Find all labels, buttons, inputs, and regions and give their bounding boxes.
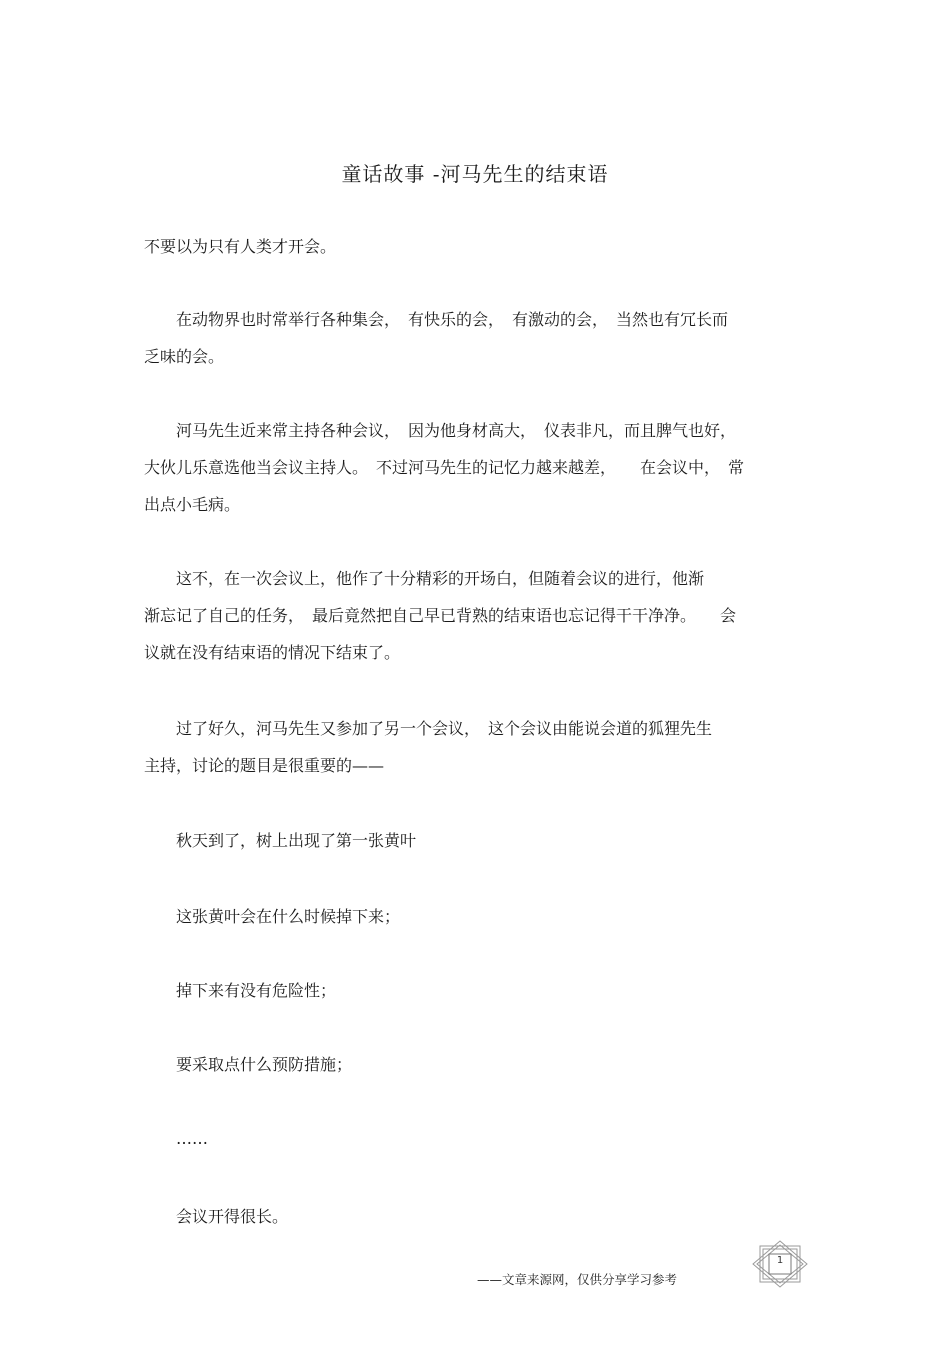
paragraph xyxy=(144,898,808,935)
paragraph-line: 乏味的会。 xyxy=(144,347,225,366)
paragraph-line: 不要以为只有人类才开会。 xyxy=(144,237,337,256)
page-number-badge xyxy=(752,1240,808,1288)
paragraph xyxy=(144,1198,808,1235)
paragraph-line: 掉下来有没有危险性； xyxy=(144,981,337,1000)
paragraph-line: 渐忘记了自己的任务， 最后竟然把自己早已背熟的结束语也忘记得干干净净。 会 xyxy=(144,606,737,625)
paragraph-line: 秋天到了，树上出现了第一张黄叶 xyxy=(144,831,417,850)
paragraph xyxy=(144,972,808,1009)
paragraph xyxy=(144,228,808,265)
paragraph xyxy=(144,301,808,375)
paragraph xyxy=(144,822,808,859)
paragraph-line: 河马先生近来常主持各种会议， 因为他身材高大， 仪表非凡，而且脾气也好， xyxy=(144,421,737,440)
paragraph xyxy=(144,412,808,523)
paragraph-line: 出点小毛病。 xyxy=(144,495,241,514)
paragraph xyxy=(144,1046,808,1083)
paragraph-line: 要采取点什么预防措施； xyxy=(144,1055,353,1074)
page-title: 童话故事 -河马先生的结束语 xyxy=(341,162,609,186)
paragraph-line: 在动物界也时常举行各种集会， 有快乐的会， 有激动的会， 当然也有冗长而 xyxy=(144,310,729,329)
paragraph xyxy=(144,1120,808,1157)
paragraph-line: 这张黄叶会在什么时候掉下来； xyxy=(144,907,401,926)
paragraph-line: …… xyxy=(144,1129,209,1148)
paragraph xyxy=(144,560,808,671)
paragraph-line: 主持，讨论的题目是很重要的—— xyxy=(144,756,385,775)
paragraph-line: 会议开得很长。 xyxy=(144,1207,289,1226)
page-number: 1 xyxy=(776,1255,784,1266)
footer-source-note: ——文章来源网，仅供分享学习参考 xyxy=(477,1272,678,1287)
paragraph-line: 议就在没有结束语的情况下结束了。 xyxy=(144,643,401,662)
paragraph xyxy=(144,710,808,784)
paragraph-line: 过了好久，河马先生又参加了另一个会议， 这个会议由能说会道的狐狸先生 xyxy=(144,719,713,738)
paragraph-line: 这不，在一次会议上，他作了十分精彩的开场白，但随着会议的进行，他渐 xyxy=(144,569,705,588)
paragraph-line: 大伙儿乐意选他当会议主持人。 不过河马先生的记忆力越来越差， 在会议中， 常 xyxy=(144,458,745,477)
